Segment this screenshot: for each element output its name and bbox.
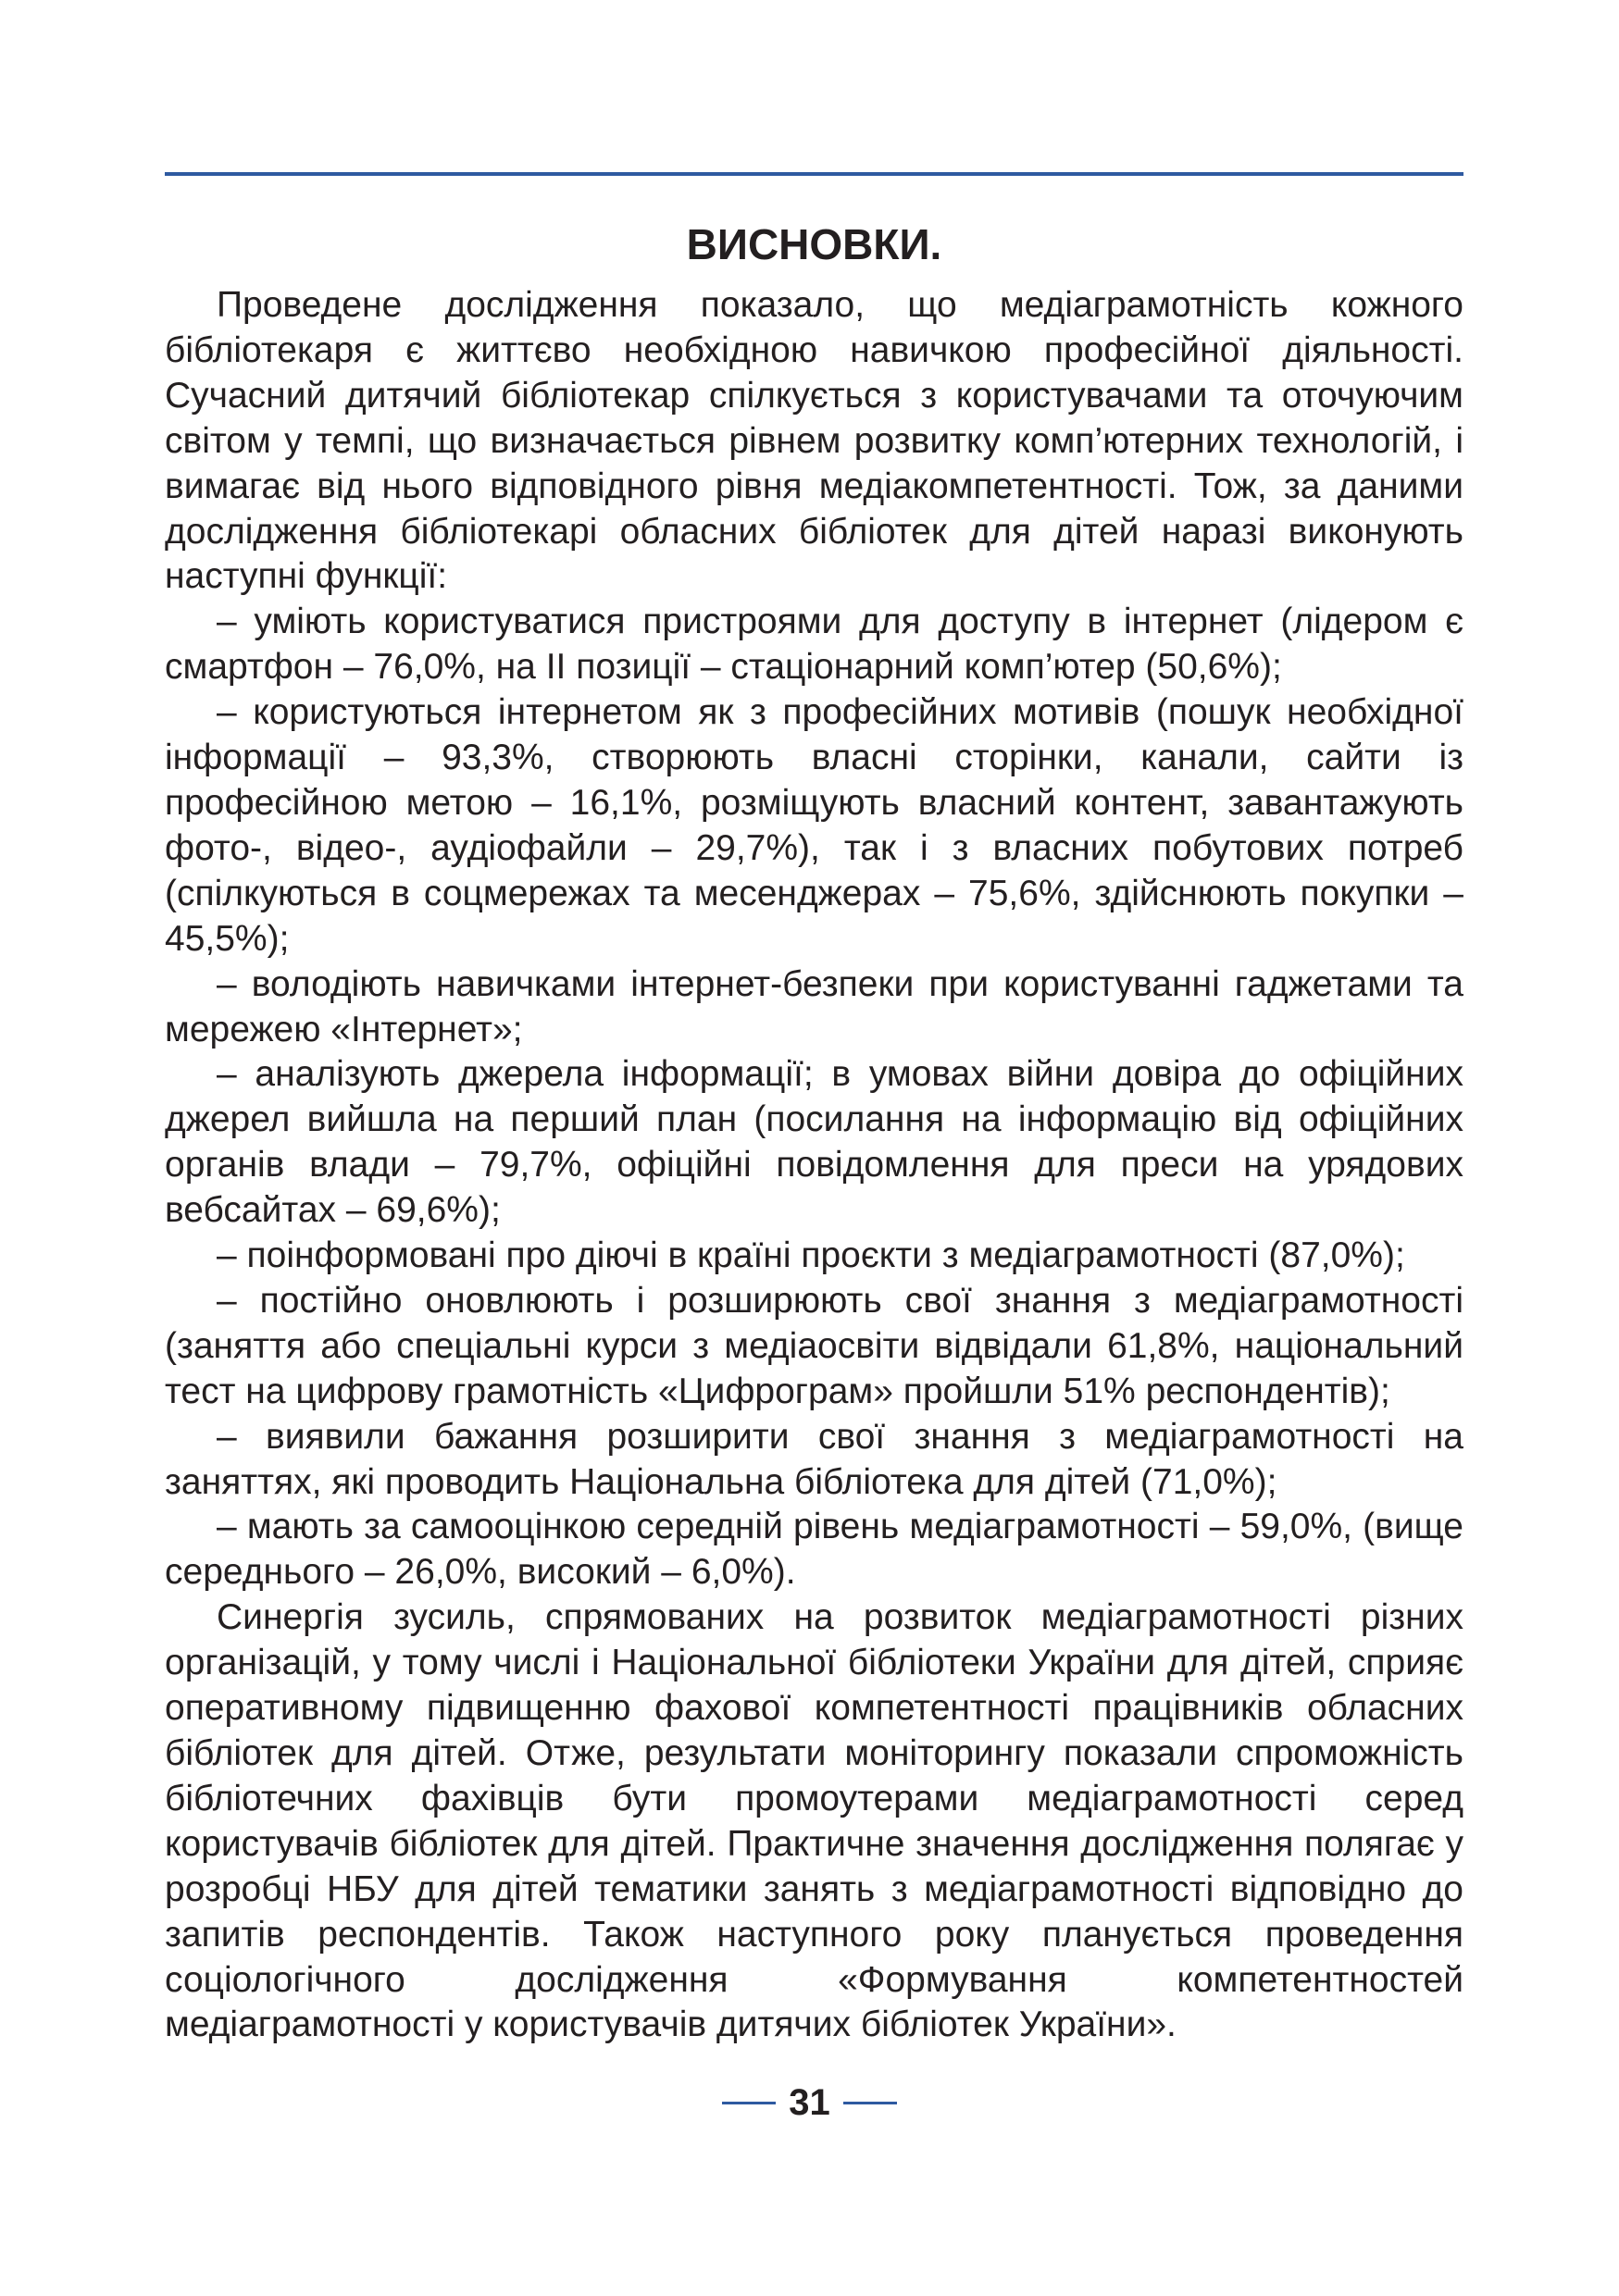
list-item: – мають за самооцінкою середній рівень медіаграмотності – 59,0%, (вище середнього – 26,0%, високий – 6,0%). — [165, 1507, 1463, 1593]
page-number: 31 — [789, 2081, 830, 2123]
list-item: – виявили бажання розширити свої знання з медіаграмотності на заняттях, які проводить Національна бібліотека для дітей (71,0%); — [165, 1416, 1463, 1502]
paragraph: Синергія зусиль, спрямованих на розвиток медіаграмотності різних організацій, у тому числі і Національної бібліотеки України для дітей, сприяє оперативному підвищенню фахової компетентності працівників обласних бібліотек для дітей. Отже, результати моніторингу показали спроможність бібліотечних фахівців бути промоутерами медіаграмотності серед користувачів бібліотек для дітей. Практичне значення дослідження полягає у розробці НБУ для дітей тематики занять з медіаграмотності відповідно до запитів респондентів. Також наступного року планується проведення соціологічного дослідження «Формування компетентностей медіаграмотності у користувачів дитячих бібліотек України». — [165, 1597, 1463, 2045]
footer-dash-left — [722, 2102, 776, 2104]
list-item: – користуються інтернетом як з професійних мотивів (пошук необхідної інформації – 93,3%, створюють власні сторінки, канали, сайти із професійною метою – 16,1%, розміщують власний контент, завантажують фото-, відео-, аудіофайли – 29,7%), так і з власних побутових потреб (спілкуються в соцмережах та месенджерах – 75,6%, здійснюють покупки – 45,5%); — [165, 692, 1463, 959]
header-rule — [165, 172, 1463, 176]
paragraph: Проведене дослідження показало, що медіаграмотність кожного бібліотекаря є життєво необхідною навичкою професійної діяльності. Сучасний дитячий бібліотекар спілкується з користувачами та оточуючим світом у темпі, що визначається рівнем розвитку комп’ютерних технологій, і вимагає від нього відповідного рівня медіакомпетентності. Тож, за даними дослідження бібліотекарі обласних бібліотек для дітей наразі виконують наступні функції: — [165, 285, 1463, 597]
page-footer — [0, 2075, 1619, 2130]
list-item: – постійно оновлюють і розширюють свої знання з медіаграмотності (заняття або спеціальні курси з медіаосвіти відвідали 61,8%, національний тест на цифрову грамотність «Цифрограм» пройшли 51% респондентів); — [165, 1280, 1463, 1411]
section-heading: ВИСНОВКИ. — [686, 220, 942, 268]
list-item: – уміють користуватися пристроями для доступу в інтернет (лідером є смартфон – 76,0%, на II позиції – стаціонарний комп’ютер (50,6%); — [165, 602, 1463, 688]
body-text — [165, 283, 1463, 2048]
list-item: – поінформовані про діючі в країні проєкти з медіаграмотності (87,0%); — [217, 1235, 1405, 1276]
list-item: – аналізують джерела інформації; в умовах війни довіра до офіційних джерел вийшла на перший план (посилання на інформацію від офіційних органів влади – 79,7%, офіційні повідомлення для преси на урядових вебсайтах – 69,6%); — [165, 1054, 1463, 1231]
footer-dash-right — [843, 2102, 897, 2104]
list-item: – володіють навичками інтернет-безпеки при користуванні гаджетами та мережею «Інтернет»; — [165, 963, 1463, 1049]
